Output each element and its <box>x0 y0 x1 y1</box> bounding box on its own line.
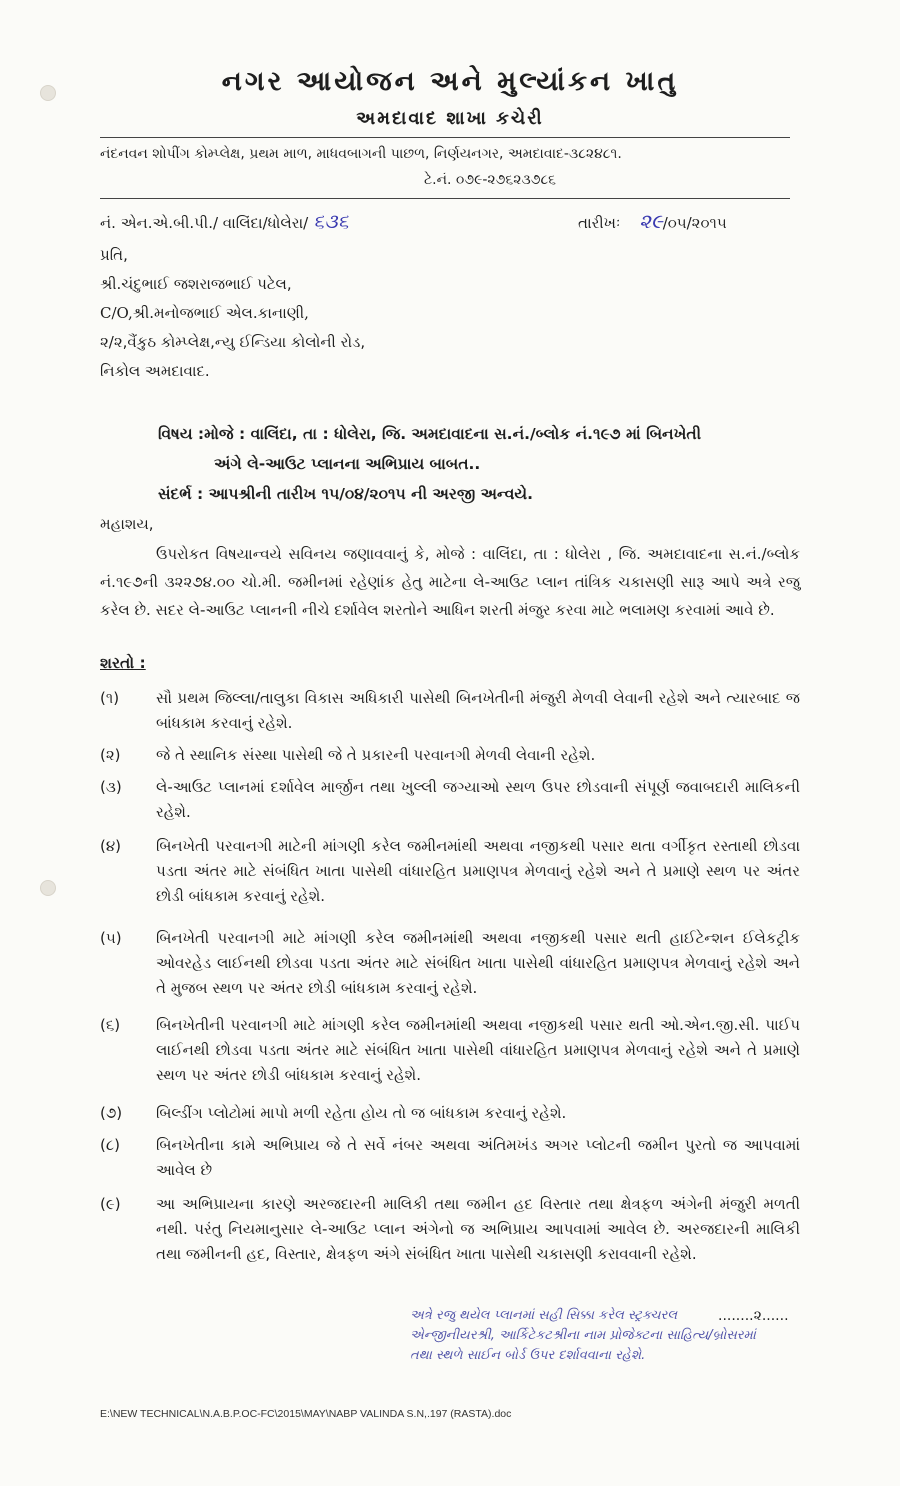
condition-number: (૫) <box>100 929 122 947</box>
conditions-heading: શરતો : <box>100 654 146 672</box>
header-divider <box>100 198 790 199</box>
recipient-address: ૨/૨,વૈંકુઠ કોમ્પ્લેક્ષ,ન્યુ ઈન્ડિયા કોલોની રોડ, <box>100 333 366 351</box>
rubber-stamp-line-1: અત્રે રજુ થયેલ પ્લાનમાં સહી સિક્કા કરેલ સ્ટ્રક્ચરલ <box>410 1308 678 1323</box>
recipient-city: નિકોલ અમદાવાદ. <box>100 362 210 380</box>
condition-number: (૬) <box>100 1016 121 1034</box>
condition-item <box>100 926 800 1001</box>
condition-text: બિનખેતીની પરવાનગી માટે માંગણી કરેલ જમીનમાંથી અથવા નજીકથી પસાર થતી ઓ.એન.જી.સી. પાઈપ લાઈનથી છોડવા પડતા અંતર માટે સંબંધિત ખાતા પાસેથી વાંધારહિત પ્રમાણપત્ર મેળવાનું રહેશે અને તે પ્રમાણે સ્થળ પર અંતર છોડી બાંધકામ કરવાનું રહેશે. <box>156 1016 800 1084</box>
condition-number: (૧) <box>100 689 120 707</box>
condition-text: બિનખેતી પરવાનગી માટે માંગણી કરેલ જમીનમાંથી અથવા નજીકથી પસાર થતી હાઈટેન્શન ઈલેકટ્રીક ઓવરહેડ લાઈનથી છોડવા પડતા અંતર માટે સંબંધિત ખાતા પાસેથી વાંધારહિત પ્રમાણપત્ર મેળવાનું રહેશે અને તે મુજબ સ્થળ પર અંતર છોડી બાંધકામ કરવાનું રહેશે. <box>156 929 800 997</box>
condition-item <box>100 1013 800 1088</box>
subject-reference: સંદર્ભ : આપશ્રીની તારીખ ૧૫/૦૪/૨૦૧૫ ની અરજી અન્વયે. <box>158 485 534 503</box>
condition-text: બિનખેતીના કામે અભિપ્રાય જે તે સર્વે નંબર અથવા અંતિમખંડ અગર પ્લોટની જમીન પુરતો જ આપવામાં આવેલ છે <box>156 1136 800 1179</box>
office-address: નંદનવન શોપીંગ કોમ્પ્લેક્ષ, પ્રથમ માળ, માધવબાગની પાછળ, નિર્ણયનગર, અમદાવાદ-૩૮૨૪૮૧. <box>100 146 622 162</box>
condition-text: આ અભિપ્રાયના કારણે અરજદારની માલિકી તથા જમીન હદ વિસ્તાર તથા ક્ષેત્રફળ અંગેની મંજુરી મળતી નથી. પરંતુ નિયમાનુસાર લે-આઉટ પ્લાન અંગેનો જ અભિપ્રાય આપવામાં આવેલ છે. અરજદારની માલિકી તથા જમીનની હદ, વિસ્તાર, ક્ષેત્રફળ અંગે સંબંધિત ખાતા પાસેથી ચકાસણી કરાવવાની રહેશે. <box>156 1195 800 1263</box>
office-name: અમદાવાદ શાખા કચેરી <box>356 108 544 129</box>
recipient-name: શ્રી.ચંદુભાઈ જશરાજભાઈ પટેલ, <box>100 275 292 293</box>
condition-number: (૩) <box>100 778 122 796</box>
condition-item <box>100 834 800 909</box>
condition-number: (૨) <box>100 746 121 764</box>
condition-number: (૯) <box>100 1195 121 1213</box>
condition-number: (૮) <box>100 1136 120 1154</box>
department-title: નગર આયોજન અને મુલ્યાંકન ખાતુ <box>221 66 679 97</box>
salutation: મહાશય, <box>100 515 154 533</box>
condition-number: (૭) <box>100 1104 123 1122</box>
office-phone: ટે.નં. ૦૭૯-૨૭૬૨૩૭૮૬ <box>423 172 557 188</box>
document-file-path: E:\NEW TECHNICAL\N.A.B.P.OC-FC\2015\MAY\NABP VALINDA S.N,.197 (RASTA).doc <box>100 1408 512 1420</box>
letter-date <box>578 209 727 233</box>
subject-line-1: વિષય :મોજે : વાલિંદા, તા : ધોલેરા, જિ. અમદાવાદના સ.નં./બ્લોક નં.૧૯૭ માં બિનખેતી <box>158 425 702 443</box>
recipient-care-of: C/O,શ્રી.મનોજભાઈ એલ.કાનાણી, <box>100 304 309 322</box>
body-text: ઉપરોકત વિષયાન્વયે સવિનય જણાવવાનું કે, મોજે : વાલિંદા, તા : ધોલેરા , જિ. અમદાવાદના સ.નં./બ્લોક નં.૧૯૭ની ૩૨૨૭૪.૦૦ ચો.મી. જમીનમાં રહેણાંક હેતુ માટેના લે-આઉટ પ્લાન તાંત્રિક ચકાસણી સારૂ આપે અત્રે રજુ કરેલ છે. સદર લે-આઉટ પ્લાનની નીચે દર્શાવેલ શરતોને આધિન શરતી મંજુર કરવા માટે ભલામણ કરવામાં આવે છે. <box>100 545 800 619</box>
subject-line-2: અંગે લે-આઉટ પ્લાનના અભિપ્રાય બાબત.. <box>214 455 481 473</box>
condition-text: બિલ્ડીંગ પ્લોટોમાં માપો મળી રહેતા હોય તો જ બાંધકામ કરવાનું રહેશે. <box>156 1104 567 1122</box>
rubber-stamp-line-2: એન્જીનીયરશ્રી, આર્કિટેકટશ્રીના નામ પ્રોજેક્ટના સાહિત્ય/બ્રોસરમાં <box>410 1328 756 1343</box>
condition-item <box>100 743 800 768</box>
recipient-to: પ્રતિ, <box>100 246 128 264</box>
condition-item <box>100 775 800 825</box>
reference-prefix: નં. એન.એ.બી.પી./ વાલિંદા/ધોલેરા/ <box>100 214 309 232</box>
punch-hole <box>40 880 56 896</box>
condition-number: (૪) <box>100 837 122 855</box>
condition-item <box>100 1133 800 1183</box>
date-label: તારીખઃ <box>578 214 621 232</box>
condition-text: જે તે સ્થાનિક સંસ્થા પાસેથી જે તે પ્રકારની પરવાનગી મેળવી લેવાની રહેશે. <box>156 746 596 764</box>
body-paragraph <box>100 540 800 624</box>
condition-text: બિનખેતી પરવાનગી માટેની માંગણી કરેલ જમીનમાંથી અથવા નજીકથી પસાર થતા વર્ગીકૃત રસ્તાથી છોડવા પડતા અંતર માટે સંબંધિત ખાતા પાસેથી વાંધારહિત પ્રમાણપત્ર મેળવાનું રહેશે અને તે પ્રમાણે સ્થળ પર અંતર છોડી બાંધકામ કરવાનું રહેશે. <box>156 837 800 905</box>
handwritten-outward-number: ૬૩૬ <box>313 209 349 233</box>
condition-item <box>100 1101 800 1126</box>
condition-item <box>100 686 800 736</box>
date-rest: /૦૫/૨૦૧૫ <box>662 214 727 232</box>
header-divider <box>100 137 790 138</box>
condition-text: સૌ પ્રથમ જિલ્લા/તાલુકા વિકાસ અધિકારી પાસેથી બિનખેતીની મંજુરી મેળવી લેવાની રહેશે અને ત્યારબાદ જ બાંધકામ કરવાનું રહેશે. <box>156 689 800 732</box>
condition-item <box>100 1192 800 1267</box>
reference-number <box>100 209 349 233</box>
rubber-stamp-line-3: તથા સ્થળે સાઈન બોર્ડ ઉપર દર્શાવવાના રહેશે. <box>410 1348 646 1363</box>
condition-text: લે-આઉટ પ્લાનમાં દર્શાવેલ માર્જીન તથા ખુલ્લી જગ્યાઓ સ્થળ ઉપર છોડવાની સંપૂર્ણ જવાબદારી માલિકની રહેશે. <box>156 778 800 821</box>
handwritten-date-day: ૨૯ <box>639 209 663 233</box>
continuation-marker: ........૨...... <box>718 1308 789 1324</box>
